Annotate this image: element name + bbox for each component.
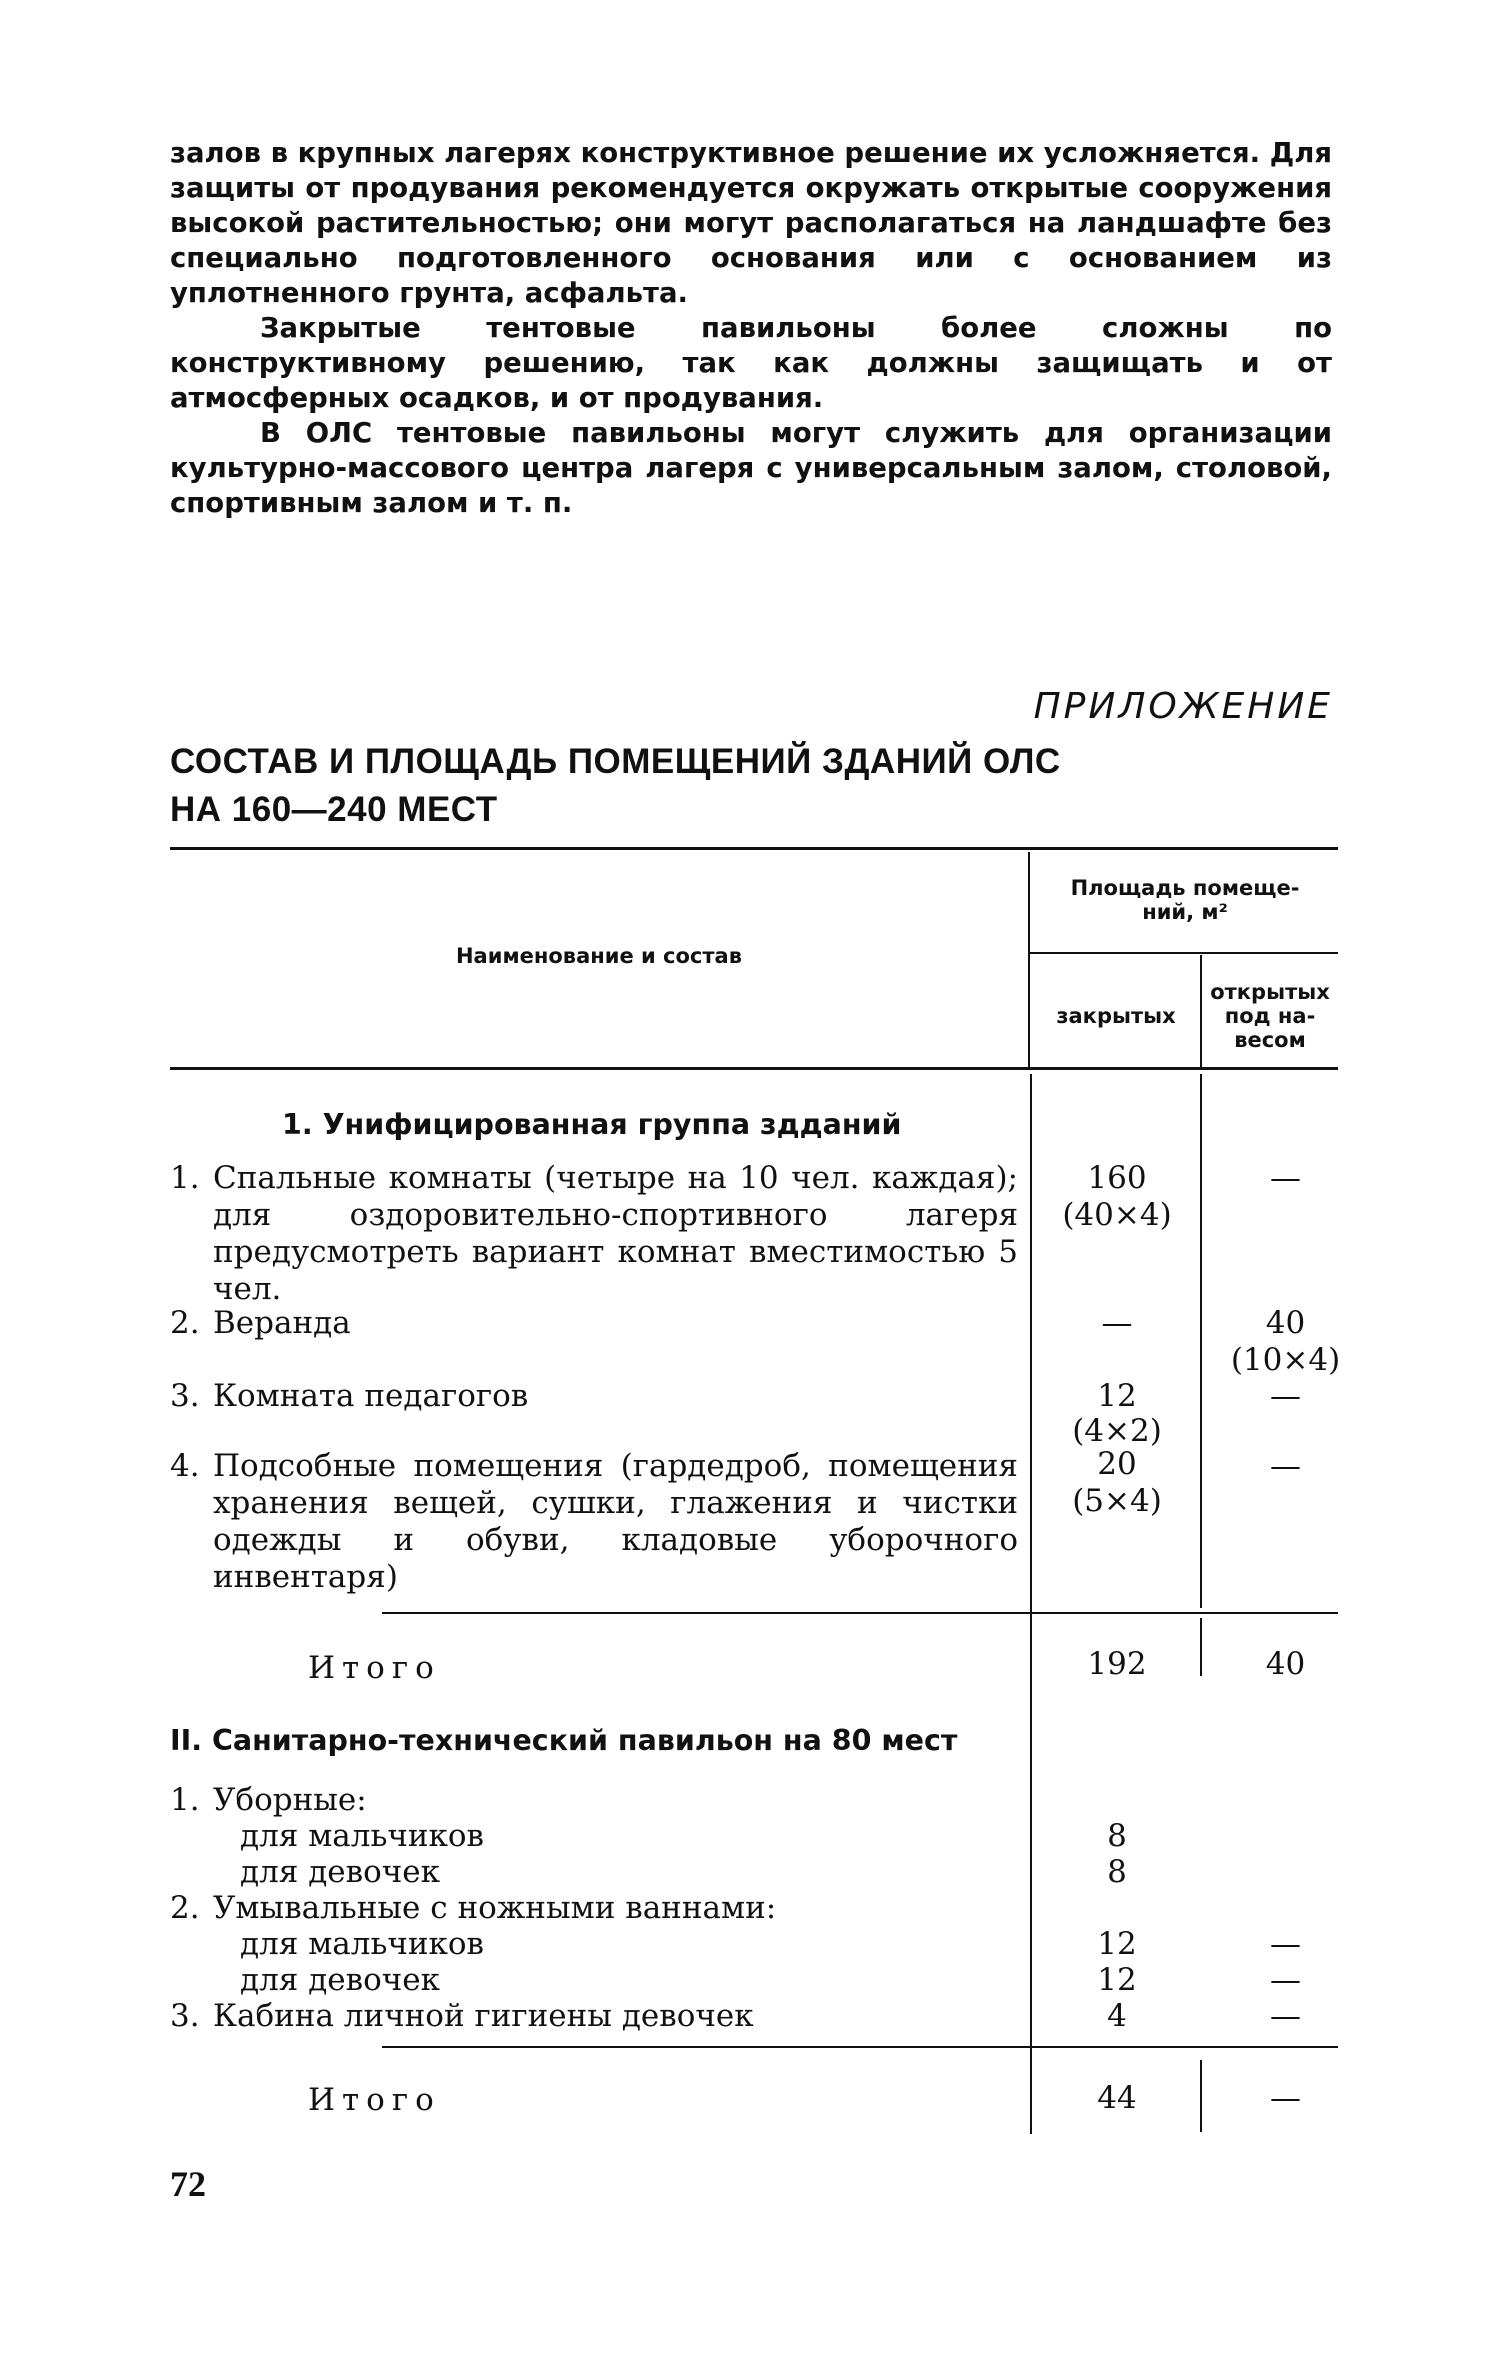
page-title — [170, 738, 1320, 834]
total-open: 40 — [1265, 1646, 1306, 1682]
open-line-3: весом — [1234, 1028, 1306, 1052]
header-bottom-rule — [170, 1067, 1338, 1070]
appendix-label: ПРИЛОЖЕНИЕ — [1033, 686, 1333, 727]
open-line-2: под на- — [1224, 1004, 1316, 1028]
paragraph-1: залов в крупных лагерях конструктивное решение их усложняется. Для защиты от продувания рекомендуется окружать открытые сооружения высокой растительностью; они могут располагаться на ландшафте без специально подготовленного основания или с основанием из уплотненного грунта, асфальта. — [170, 137, 1332, 309]
header-closed: закрытых — [1056, 1004, 1176, 1028]
closed-value: — — [1101, 1305, 1133, 1341]
table-row — [170, 1160, 1018, 1308]
closed-value: 4 — [1107, 1998, 1127, 2034]
row-text: Умывальные с ножными ваннами: — [213, 1890, 777, 1926]
closed-value: 160 — [1087, 1160, 1147, 1196]
title-line-2: НА 160—240 МЕСТ — [170, 790, 498, 829]
row-text: Спальные комнаты (четыре на 10 чел. каждая); для оздоровительно-спортивного лагеря предусмотреть вариант комнат вместимостью 5 чел. — [213, 1160, 1018, 1307]
total-label: Итого — [308, 2082, 441, 2118]
open-calc: (10×4) — [1230, 1342, 1341, 1378]
total-open: — — [1270, 2080, 1301, 2116]
closed-value: 8 — [1107, 1854, 1127, 1890]
row-text: Кабина личной гигиены девочек — [213, 1998, 754, 2034]
total-closed: 192 — [1087, 1646, 1147, 1682]
header-name-column: Наименование и состав — [455, 944, 743, 968]
area-group-line-1: Площадь помеще- — [1070, 876, 1300, 900]
row-number: 4. — [170, 1448, 200, 1484]
open-value: — — [1270, 1378, 1301, 1414]
row-number: 1. — [170, 1782, 200, 1818]
row-text: для девочек — [240, 1854, 440, 1890]
total-label: Итого — [308, 1650, 441, 1686]
closed-value: 12 — [1097, 1962, 1137, 1998]
area-group-rule — [1030, 952, 1338, 954]
total2-rule — [382, 2046, 1338, 2048]
open-value: 40 — [1265, 1305, 1306, 1341]
closed-value: 12 — [1097, 1378, 1137, 1414]
closed-calc: (4×2) — [1072, 1413, 1162, 1449]
open-value: — — [1270, 1962, 1301, 1998]
section-2-title: II. Санитарно-технический павильон на 80 мест — [170, 1724, 958, 1757]
row-text: для мальчиков — [240, 1926, 485, 1962]
row-number: 3. — [170, 1378, 200, 1414]
open-value: — — [1270, 1448, 1301, 1484]
table-row — [170, 1926, 1018, 1963]
total1-rule — [382, 1612, 1338, 1614]
table-top-rule — [170, 847, 1338, 850]
col1-header-divider — [1028, 852, 1030, 1067]
table-row — [170, 1448, 1018, 1596]
table-row — [170, 1890, 1018, 1927]
open-value: — — [1270, 1926, 1301, 1962]
table-row — [170, 1782, 1018, 1819]
table-row — [170, 1998, 1018, 2035]
total-closed: 44 — [1097, 2080, 1137, 2116]
closed-calc: (40×4) — [1062, 1197, 1172, 1233]
row-text: Подсобные помещения (гардедроб, помещения хранения вещей, сушки, глажения и чистки одежды и обуви, кладовые уборочного инвентаря) — [213, 1448, 1018, 1595]
section-1-title: 1. Унифицированная группа здданий — [282, 1108, 902, 1141]
row-text: Уборные: — [213, 1782, 367, 1818]
header-open — [1202, 980, 1338, 1052]
open-value: — — [1270, 1998, 1301, 2034]
row-number: 2. — [170, 1305, 200, 1341]
table-row — [170, 1962, 1018, 1999]
row-text: Комната педагогов — [213, 1378, 529, 1414]
table-row — [170, 1305, 1018, 1342]
closed-value: 8 — [1107, 1818, 1127, 1854]
row-number: 1. — [170, 1160, 200, 1196]
row-text: для девочек — [240, 1962, 440, 1998]
table-row — [170, 1854, 1018, 1891]
table-row — [170, 1378, 1018, 1415]
table-row — [170, 1818, 1018, 1855]
closed-calc: (5×4) — [1072, 1483, 1162, 1519]
paragraph-3: В ОЛС тентовые павильоны могут служить для организации культурно-массового центра лагеря с универсальным залом, столовой, спортивным залом и т. п. — [170, 417, 1332, 519]
intro-text — [170, 136, 1332, 521]
row-number: 2. — [170, 1890, 200, 1926]
paragraph-2: Закрытые тентовые павильоны более сложны по конструктивному решению, так как должны защищать и от атмосферных осадков, и от продувания. — [170, 312, 1332, 414]
closed-value: 12 — [1097, 1926, 1137, 1962]
area-group-line-2: ний, м² — [1142, 900, 1228, 924]
page-number: 72 — [170, 2164, 206, 2204]
title-line-1: СОСТАВ И ПЛОЩАДЬ ПОМЕЩЕНИЙ ЗДАНИЙ ОЛС — [170, 742, 1061, 781]
row-text: Веранда — [213, 1305, 351, 1341]
open-value: — — [1270, 1160, 1301, 1196]
closed-value: 20 — [1097, 1446, 1137, 1482]
row-text: для мальчиков — [240, 1818, 485, 1854]
row-number: 3. — [170, 1998, 200, 2034]
header-area-group — [1032, 876, 1338, 924]
open-line-1: открытых — [1210, 980, 1330, 1004]
